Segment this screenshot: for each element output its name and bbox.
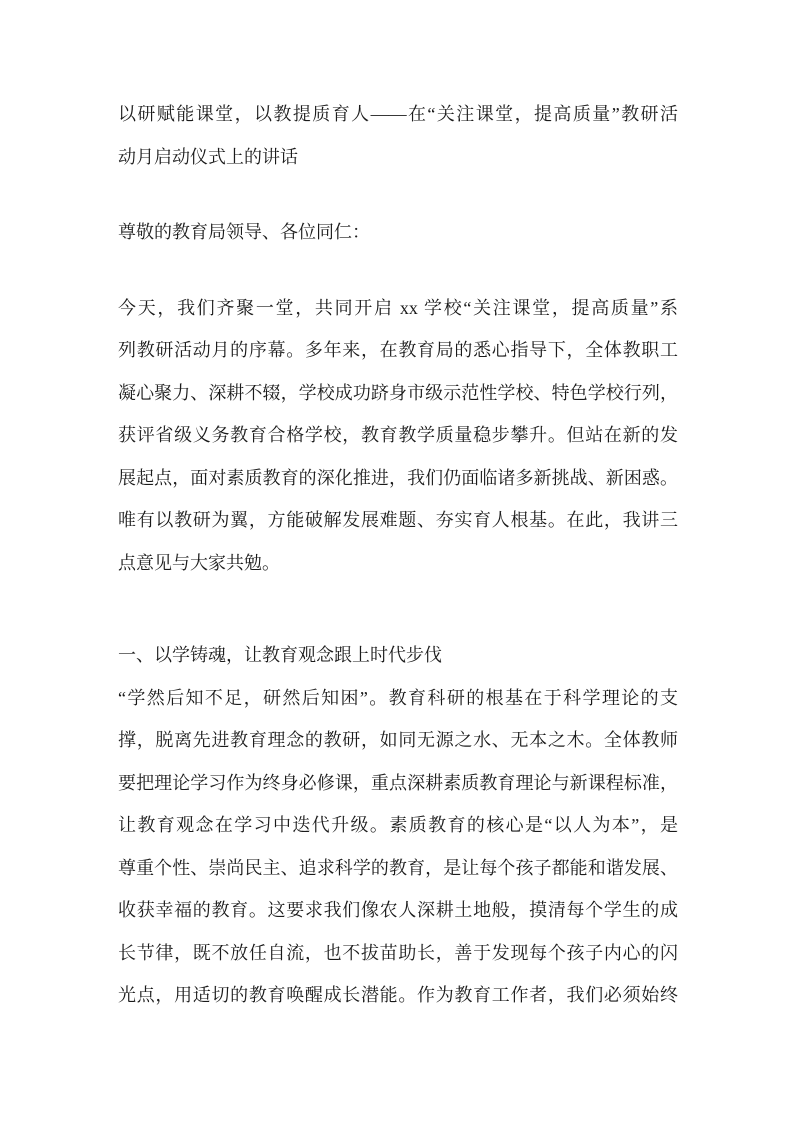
text-line: 让教育观念在学习中迭代升级。素质教育的核心是“以人为本”，是 [118,815,678,835]
text-line: 长节律，既不放任自流，也不拔苗助长，善于发现每个孩子内心的闪 [118,942,678,963]
doc-title [118,93,678,178]
text-line: 凝心聚力、深耕不辍，学校成功跻身市级示范性学校、特色学校行列， [118,382,678,403]
text-line: 要把理论学习作为终身必修课，重点深耕素质教育理论与新课程标准， [118,772,678,793]
text-line: 一、以学铸魂，让教育观念跟上时代步伐 [118,645,442,665]
text-line: 撑，脱离先进教育理念的教研，如同无源之水、无本之木。全体教师 [118,730,678,750]
text-line: 收获幸福的教育。这要求我们像农人深耕土地般，摸清每个学生的成 [118,900,678,920]
text-line: 尊重个性、崇尚民主、追求科学的教育，是让每个孩子都能和谐发展、 [118,857,678,878]
text-line: 以研赋能课堂，以教提质育人——在“关注课堂，提高质量”教研活 [118,104,678,124]
text-line: 获评省级义务教育合格学校，教育教学质量稳步攀升。但站在新的发 [118,425,678,445]
text-line: 光点，用适切的教育唤醒成长潜能。作为教育工作者，我们必须始终 [118,985,678,1005]
text-line: 动月启动仪式上的讲话 [118,146,298,167]
text-line: 列教研活动月的序幕。多年来，在教育局的悉心指导下，全体教职工 [118,340,678,360]
paragraph-opening [118,287,678,585]
salutation [118,211,678,254]
text-line: 唯有以教研为翼，方能破解发展难题、夯实育人根基。在此，我讲三 [118,510,678,530]
text-line: 点意见与大家共勉。 [118,552,280,573]
text-line: 尊敬的教育局领导、各位同仁： [118,222,370,242]
text-line: 展起点，面对素质教育的深化推进，我们仍面临诸多新挑战、新困惑。 [118,467,678,488]
text-line: 今天，我们齐聚一堂，共同开启 xx 学校“关注课堂，提高质量”系 [118,297,678,318]
text-line: “学然后知不足，研然后知困”。教育科研的根基在于科学理论的支 [118,687,678,708]
section-heading-1 [118,634,678,677]
paragraph-section-1 [118,677,678,1017]
